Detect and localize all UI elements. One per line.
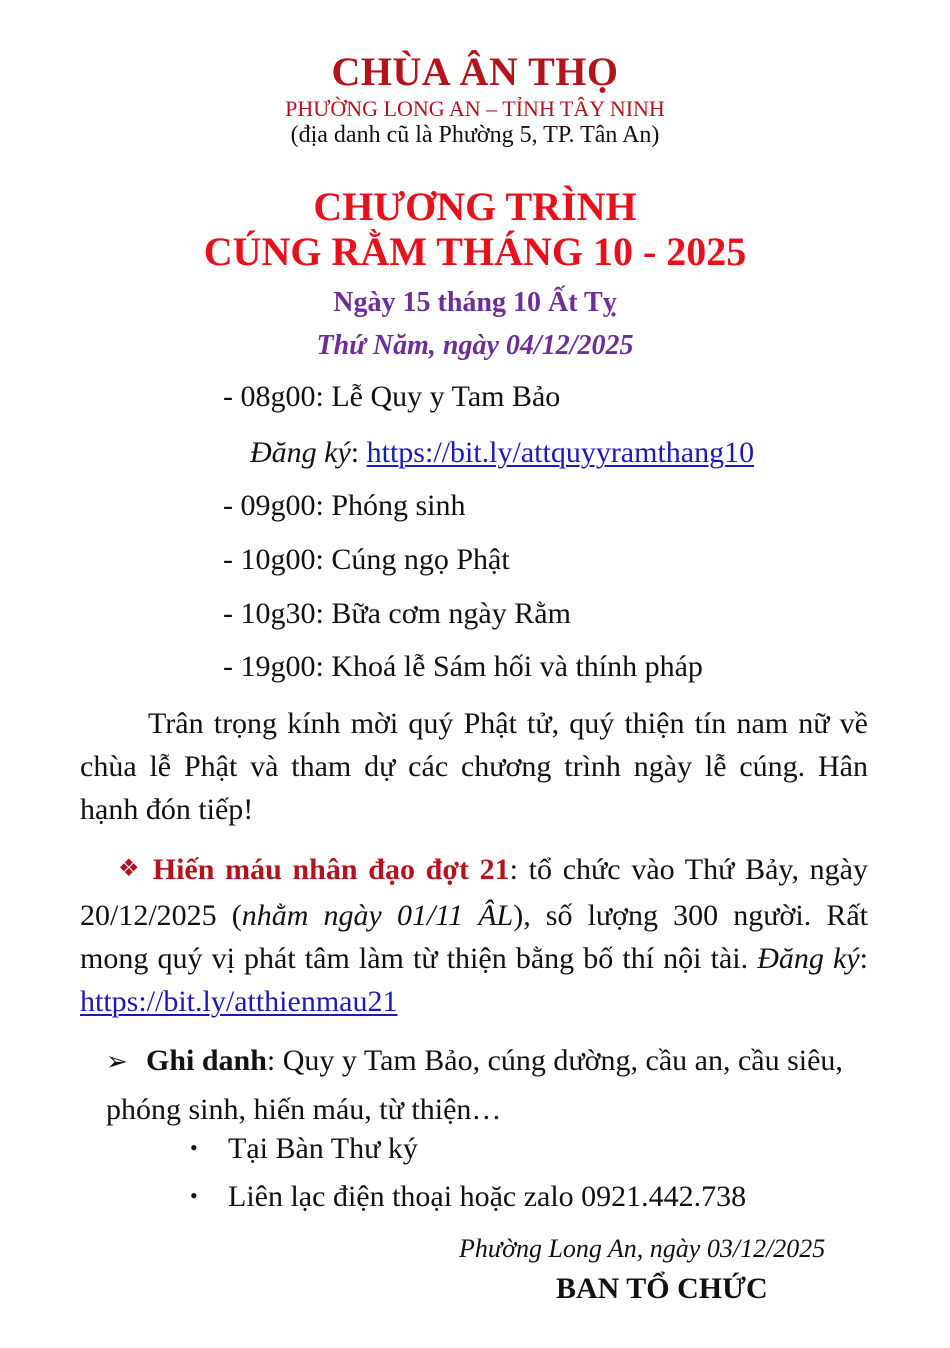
place-date: Phường Long An, ngày 03/12/2025 xyxy=(459,1234,826,1263)
temple-location: PHƯỜNG LONG AN – TỈNH TÂY NINH xyxy=(285,96,665,121)
program-title-line1: CHƯƠNG TRÌNH xyxy=(313,184,637,229)
organizer-signature: BAN TỔ CHỨC xyxy=(556,1272,768,1305)
schedule-item: - 10g00: Cúng ngọ Phật xyxy=(223,543,510,576)
lunar-note: nhằm ngày 01/11 ÂL xyxy=(241,899,514,932)
schedule-item: - 19g00: Khoá lễ Sám hối và thính pháp xyxy=(223,650,703,683)
temple-name: CHÙA ÂN THỌ xyxy=(331,49,619,94)
old-place-name: (địa danh cũ là Phường 5, TP. Tân An) xyxy=(290,122,660,148)
schedule-item: - 10g30: Bữa cơm ngày Rằm xyxy=(223,597,571,630)
solar-date: Thứ Năm, ngày 04/12/2025 xyxy=(316,330,634,361)
refuge-registration-link[interactable]: https://bit.ly/attquyyramthang10 xyxy=(366,436,755,469)
register-label: Đăng ký xyxy=(250,436,351,469)
bullet-icon: • xyxy=(190,1183,198,1208)
blood-donation-paragraph: ❖ Hiến máu nhân đạo đợt 21: tổ chức vào Thứ Bảy, ngày 20/12/2025 (nhằm ngày 01/11 ÂL), số lượng 300 người. Rất mong quý vị phát tâm làm từ thiện bằng bố thí nội tài. Đăng ký: https://bit.ly/atthienmau21 xyxy=(80,853,868,1018)
enrollment-option: • Liên lạc điện thoại hoặc zalo 0921.442.738 xyxy=(190,1180,747,1213)
blood-donation-heading: Hiến máu nhân đạo đợt 21 xyxy=(152,853,510,886)
invitation-paragraph: Trân trọng kính mời quý Phật tử, quý thiện tín nam nữ về chùa lễ Phật và tham dự các chương trình ngày lễ cúng. Hân hạnh đón tiếp! xyxy=(80,707,868,826)
arrow-bullet-icon: ➢ xyxy=(106,1047,128,1076)
schedule-item: - 08g00: Lễ Quy y Tam Bảo xyxy=(223,380,561,413)
refuge-registration: Đăng ký: https://bit.ly/attquyyramthang10 xyxy=(250,436,755,469)
schedule-item: - 09g00: Phóng sinh xyxy=(223,489,466,522)
program-title-line2: CÚNG RẰM THÁNG 10 - 2025 xyxy=(203,229,747,274)
enrollment-text: : Quy y Tam Bảo, cúng dường, cầu an, cầu siêu, phóng sinh, hiến máu, từ thiện… xyxy=(106,1044,843,1126)
enrollment-option: • Tại Bàn Thư ký xyxy=(190,1132,418,1165)
enrollment-section xyxy=(106,1037,868,1134)
register-label: Đăng ký xyxy=(757,942,860,975)
diamond-bullet-icon: ❖ xyxy=(118,856,143,882)
bullet-icon: • xyxy=(190,1135,198,1160)
lunar-date: Ngày 15 tháng 10 Ất Tỵ xyxy=(333,287,617,318)
blood-donation-link[interactable]: https://bit.ly/atthienmau21 xyxy=(80,985,398,1018)
enrollment-label: Ghi danh xyxy=(146,1044,267,1077)
